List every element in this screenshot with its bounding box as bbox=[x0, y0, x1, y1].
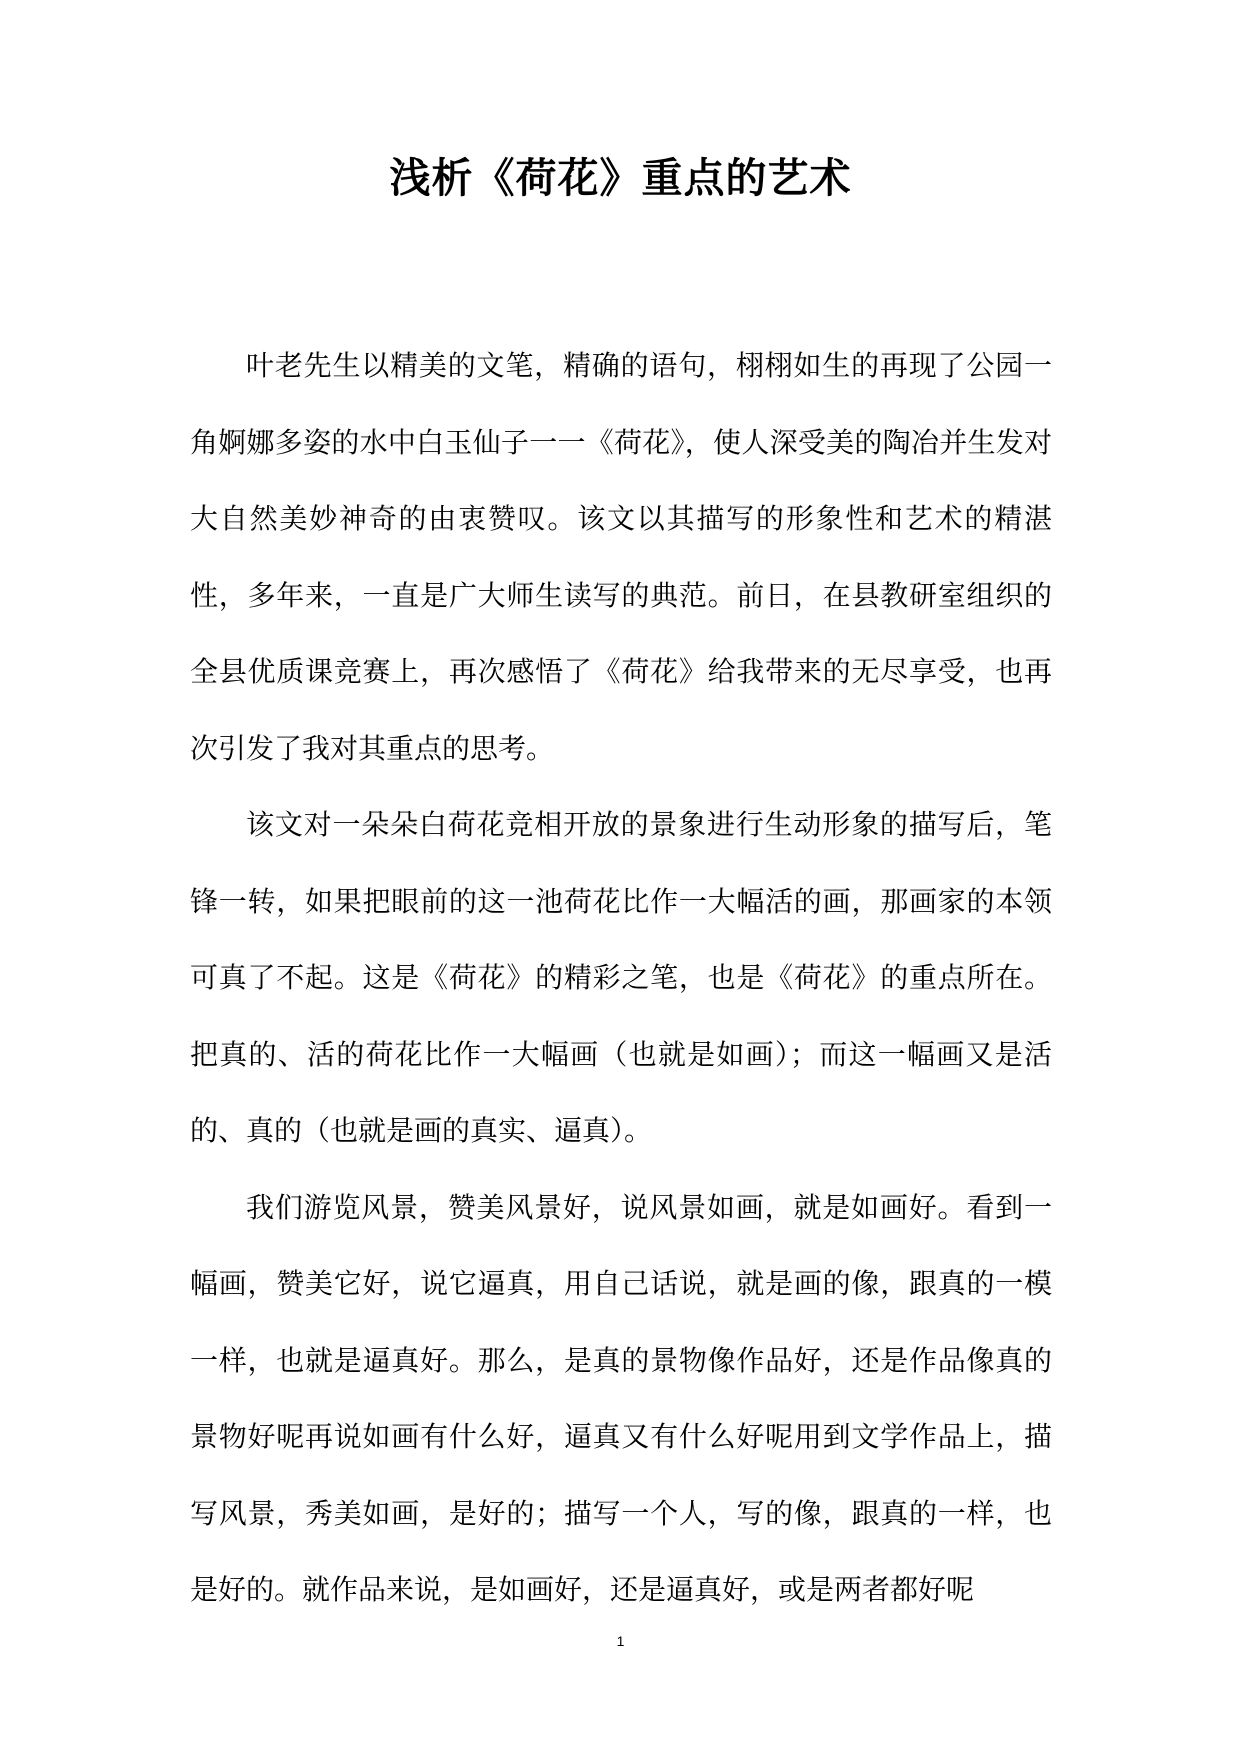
paragraph-2: 该文对一朵朵白荷花竞相开放的景象进行生动形象的描写后，笔锋一转，如果把眼前的这一池荷花比作一大幅活的画，那画家的本领可真了不起。这是《荷花》的精彩之笔，也是《荷花》的重点所在。把真的、活的荷花比作一大幅画（也就是如画）；而这一幅画又是活的、真的（也就是画的真实、逼真）。 bbox=[190, 808, 1052, 1147]
paragraph-1: 叶老先生以精美的文笔，精确的语句，栩栩如生的再现了公园一角婀娜多姿的水中白玉仙子一一《荷花》，使人深受美的陶冶并生发对大自然美妙神奇的由衷赞叹。该文以其描写的形象性和艺术的精湛性，多年来，一直是广大师生读写的典范。前日，在县教研室组织的全县优质课竞赛上，再次感悟了《荷花》给我带来的无尽享受，也再次引发了我对其重点的思考。 bbox=[190, 349, 1052, 765]
document-body bbox=[190, 328, 1052, 1629]
paragraph-3: 我们游览风景，赞美风景好，说风景如画，就是如画好。看到一幅画，赞美它好，说它逼真，用自己话说，就是画的像，跟真的一模一样，也就是逼真好。那么，是真的景物像作品好，还是作品像真的景物好呢再说如画有什么好，逼真又有什么好呢用到文学作品上，描写风景，秀美如画，是好的；描写一个人，写的像，跟真的一样，也是好的。就作品来说，是如画好，还是逼真好，或是两者都好呢 bbox=[190, 1190, 1052, 1606]
page-number: 1 bbox=[616, 1633, 625, 1649]
document-title: 浅析《荷花》重点的艺术 bbox=[389, 154, 852, 202]
